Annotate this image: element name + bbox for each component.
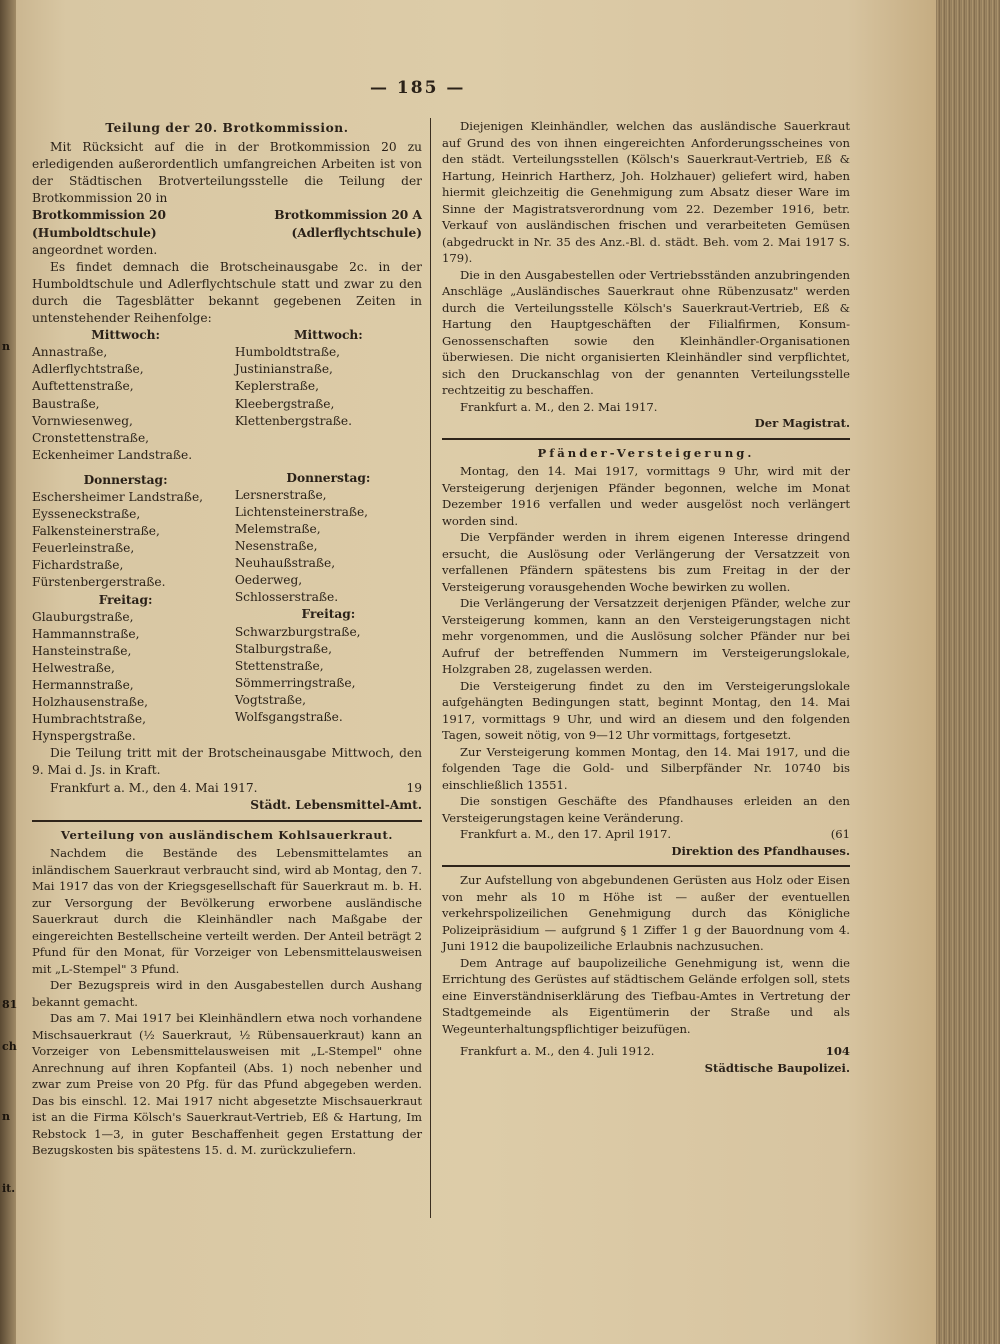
notice-paragraph: Die in den Ausgabestellen oder Vertriebsständen anzubringenden Anschläge „Ausländisches Sauerkraut ohne Rübenzusatz" werden durch die Verteilungsstelle Kölsch's Sauerkraut-Vertrieb, Eß & Hartung den Hauptgeschäften der Filialfirmen, Konsum-Genossenschaften sowie den Kleinhändler-Organisationen überwiesen. Die nicht organisierten Kleinhändler sind verpflichtet, sich den Druckanschlag von der genannten Verteilungsstelle rechtzeitig zu beschaffen. bbox=[442, 267, 850, 397]
street-name: Eschersheimer Landstraße, bbox=[32, 489, 204, 504]
street-name: Sömmerringstraße, bbox=[234, 675, 356, 690]
dateline bbox=[442, 826, 850, 843]
left-column bbox=[32, 118, 422, 1159]
day-heading: Donnerstag: bbox=[286, 470, 371, 485]
notice-paragraph: Das am 7. Mai 1917 bei Kleinhändlern etwa noch vorhandene Mischsauerkraut (½ Sauerkraut, ½ Rübensauerkraut) kann an Vorzeiger von Lebensmittelausweisen mit „L-Stempel" ohne Anrechnung auf ihren Kopfanteil (Abs. 1) noch nebenher und zwar zum Preise von 20 Pfg. für das Pfund abgegeben werden. Das bis einschl. 12. Mai 1917 nicht abgesetzte Mischsauerkraut ist an die Firma Kölsch's Sauerkraut-Vertrieb, Eß & Hartung, Im Rebstock 1—3, in guter Beschaffenheit gegen Erstattung der Bezugskosten bis spätestens 15. d. M. zurückzuliefern. bbox=[32, 1011, 422, 1158]
street-name: Lersnerstraße, bbox=[234, 487, 327, 502]
notice-paragraph: Montag, den 14. Mai 1917, vormittags 9 Uhr, wird mit der Versteigerung derjenigen Pfänder begonnen, welche im Monat Dezember 1916 verfallen und weder ausgelöst noch verlängert worden sind. bbox=[442, 464, 850, 528]
street-name: Cronstettenstraße, bbox=[32, 430, 150, 445]
left-margin-marks bbox=[0, 0, 16, 1344]
book-page-edges bbox=[936, 0, 1000, 1344]
street-name: Vornwiesenweg, bbox=[32, 413, 133, 428]
notice-signature: Der Magistrat. bbox=[754, 416, 850, 430]
street-name: Annastraße, bbox=[32, 345, 108, 360]
notice-paragraph: Die sonstigen Geschäfte des Pfandhauses erleiden an den Versteigerungstagen keine Veränderung. bbox=[442, 794, 850, 825]
street-name: Keplerstraße, bbox=[234, 379, 320, 394]
notice-signature: Städtische Baupolizei. bbox=[704, 1060, 850, 1075]
commission-left-school: (Humboldtschule) bbox=[32, 225, 157, 240]
street-name: Humbrachtstraße, bbox=[32, 712, 146, 727]
street-list bbox=[32, 344, 219, 464]
commission-left-name: Brotkommission 20 bbox=[32, 208, 167, 223]
street-name: Adlerflychtstraße, bbox=[32, 362, 144, 377]
notice-paragraph: Die Versteigerung findet zu den im Versteigerungslokale aufgehängten Bedingungen statt, beginnt Montag, den 14. Mai 1917, vormittags 9 Uhr, und wird an diesem und den folgenden Tagen, soweit nötig, von 9—12 Uhr vormittags, fortgesetzt. bbox=[442, 678, 850, 742]
street-name: Schwarzburgstraße, bbox=[234, 624, 361, 639]
section-rule bbox=[442, 438, 850, 440]
street-name: Wolfsgangstraße. bbox=[234, 710, 343, 724]
notice-paragraph: angeordnet worden. bbox=[32, 242, 158, 257]
dateline bbox=[442, 1043, 850, 1060]
pfaender-notice bbox=[442, 445, 850, 860]
street-name: Holzhausenstraße, bbox=[32, 695, 149, 710]
notice-date: Frankfurt a. M., den 4. Mai 1917. bbox=[50, 780, 258, 795]
day-heading: Mittwoch: bbox=[294, 328, 363, 343]
street-list bbox=[235, 487, 422, 607]
margin-mark: ch bbox=[2, 1040, 17, 1053]
notice-paragraph: Es findet demnach die Brotscheinausgabe 2c. in der Humboldtschule und Adlerflychtschule statt und zwar zu den durch die Tagesblätter bekannt gegebenen Zeiten in untenstehender Reihenfolge: bbox=[32, 259, 422, 326]
notice-paragraph: Die Verpfänder werden in ihrem eigenen Interesse dringend ersucht, die Auslösung oder Verlängerung der Versatzzeit von verfallenen Pfändern spätestens bis zum Freitag in der der Versteigerung vorausgehenden Woche bewirken zu wollen. bbox=[442, 530, 850, 594]
street-name: Auftettenstraße, bbox=[32, 379, 134, 394]
notice-signature: Städt. Lebensmittel-Amt. bbox=[250, 797, 422, 812]
notice-paragraph: Diejenigen Kleinhändler, welchen das ausländische Sauerkraut auf Grund des von ihnen eingereichten Anforderungsscheines von den städt. Verteilungsstellen (Kölsch's Sauerkraut-Vertrieb, Eß & Hartung, Heinrich Hartherz, Joh. Holzhauer) geliefert wird, haben hiermit gleichzeitig die Genehmigung zum Absatz dieser Ware im Sinne der Magistratsverordnung vom 22. Dezember 1916, betr. Verkauf von ausländischen frischen und verarbeiteten Gemüsen (abgedruckt in Nr. 35 des Anz.-Bl. d. städt. Beh. vom 2. Mai 1917 S. 179). bbox=[442, 119, 850, 265]
notice-date: Frankfurt a. M., den 4. Juli 1912. bbox=[460, 1044, 655, 1058]
margin-mark: n bbox=[2, 1110, 10, 1123]
right-column bbox=[442, 118, 850, 1076]
street-name: Helwestraße, bbox=[32, 660, 115, 675]
day-heading: Mittwoch: bbox=[91, 328, 160, 343]
street-name: Eckenheimer Landstraße. bbox=[32, 447, 193, 462]
notice-paragraph: Dem Antrage auf baupolizeiliche Genehmigung ist, wenn die Errichtung des Gerüstes auf städtischem Gelände erfolgen soll, stets eine Einverständniserklärung des Tiefbau-Amtes in Vertretung der Stadtgemeinde als Eigentümerin der Straße und als Wegeunterhaltungspflichtiger beizufügen. bbox=[442, 955, 850, 1036]
notice-paragraph: Mit Rücksicht auf die in der Brotkommission 20 zu erledigenden außerordentlich umfangreichen Arbeiten ist von der Städtischen Brotverteilungsstelle die Teilung der Brotkommission 20 in bbox=[32, 140, 422, 206]
street-name: Stalburgstraße, bbox=[234, 641, 332, 656]
street-name: Schlosserstraße. bbox=[234, 590, 339, 605]
day-heading: Freitag: bbox=[301, 607, 356, 622]
notice-paragraph: Zur Aufstellung von abgebundenen Gerüsten aus Holz oder Eisen von mehr als 10 m Höhe ist — außer der eventuellen verkehrspolizeilichen Genehmigung durch das Königliche Polizeipräsidium — aufgrund § 1 Ziffer 1 g der Bauordnung vom 4. Juni 1912 die baupolizeiliche Erlaubnis nachzusuchen. bbox=[442, 873, 850, 953]
street-name: Humboldtstraße, bbox=[234, 345, 341, 360]
notice-title: Pfänder-Versteigerung. bbox=[537, 445, 755, 460]
notice-number: 104 bbox=[825, 1044, 850, 1058]
commission-left bbox=[32, 207, 219, 241]
street-list bbox=[32, 489, 219, 592]
street-name: Falkensteinerstraße, bbox=[32, 524, 160, 539]
notice-date: Frankfurt a. M., den 2. Mai 1917. bbox=[460, 399, 658, 414]
schedule-left bbox=[32, 327, 219, 745]
notice-number: (61 bbox=[830, 827, 850, 841]
street-name: Neuhaußstraße, bbox=[234, 556, 336, 571]
street-list bbox=[235, 624, 422, 727]
geruest-notice bbox=[442, 872, 850, 1076]
schedule-right bbox=[235, 327, 422, 745]
street-name: Lichtensteinerstraße, bbox=[234, 504, 369, 519]
sauerkraut-notice bbox=[32, 827, 422, 1159]
notice-date: Frankfurt a. M., den 17. April 1917. bbox=[460, 827, 672, 841]
street-name: Nesenstraße, bbox=[234, 539, 318, 554]
street-name: Justinianstraße, bbox=[234, 362, 333, 377]
notice-signature: Direktion des Pfandhauses. bbox=[671, 843, 850, 858]
street-schedule bbox=[32, 327, 422, 745]
margin-mark: it. bbox=[2, 1182, 16, 1195]
notice-paragraph: Die Teilung tritt mit der Brotscheinausgabe Mittwoch, den 9. Mai d. Js. in Kraft. bbox=[32, 746, 422, 778]
teilung-notice bbox=[32, 120, 422, 814]
street-name: Stettenstraße, bbox=[234, 658, 324, 673]
page-number: — 185 — bbox=[370, 78, 466, 98]
margin-mark: 81 bbox=[2, 998, 18, 1011]
street-name: Melemstraße, bbox=[234, 521, 321, 536]
street-name: Hansteinstraße, bbox=[32, 643, 132, 658]
notice-title: Verteilung von ausländischem Kohlsauerkraut. bbox=[60, 827, 394, 842]
street-name: Oederweg, bbox=[234, 573, 303, 588]
day-heading: Donnerstag: bbox=[83, 472, 168, 487]
notice-title: Teilung der 20. Brotkommission. bbox=[105, 121, 349, 135]
margin-mark: n bbox=[2, 340, 10, 353]
street-name: Baustraße, bbox=[32, 396, 100, 411]
commission-right-name: Brotkommission 20 A bbox=[274, 208, 422, 223]
street-name: Fürstenbergerstraße. bbox=[32, 575, 166, 590]
dateline bbox=[32, 780, 422, 797]
street-name: Hynspergstraße. bbox=[32, 729, 136, 744]
commission-right-school: (Adlerflychtschule) bbox=[291, 225, 422, 240]
street-name: Hammannstraße, bbox=[32, 626, 140, 641]
section-rule bbox=[32, 820, 422, 822]
street-name: Glauburgstraße, bbox=[32, 609, 134, 624]
street-name: Vogtstraße, bbox=[234, 692, 307, 707]
street-name: Kleebergstraße, bbox=[234, 396, 335, 411]
street-list bbox=[235, 344, 422, 429]
day-heading: Freitag: bbox=[98, 592, 153, 607]
street-name: Eysseneckstraße, bbox=[32, 507, 141, 522]
sauerkraut-notice-continued bbox=[442, 118, 850, 432]
street-name: Feuerleinstraße, bbox=[32, 541, 135, 556]
commission-split bbox=[32, 207, 422, 241]
notice-number: 19 bbox=[406, 780, 422, 795]
commission-right bbox=[235, 207, 422, 241]
notice-paragraph: Die Verlängerung der Versatzzeit derjenigen Pfänder, welche zur Versteigerung kommen, kann an den Versteigerungstagen nicht mehr vorgenommen, und die Auslösung solcher Pfänder nur bei Aufruf der betreffenden Nummern im Versteigerungslokale, Holzgraben 28, zugelassen werden. bbox=[442, 596, 850, 676]
section-rule bbox=[442, 865, 850, 867]
street-name: Klettenbergstraße. bbox=[234, 413, 352, 428]
notice-paragraph: Nachdem die Bestände des Lebensmittelamtes an inländischem Sauerkraut verbraucht sind, wird ab Montag, den 7. Mai 1917 das von der Kriegsgesellschaft für Sauerkraut m. b. H. zur Versorgung der Bevölkerung erworbene ausländische Sauerkraut durch die Kleinhändler nach Maßgabe der eingereichten Bestellscheine verteilt werden. Der Anteil beträgt 2 Pfund für den Monat, für Vorzeiger von Lebensmittelausweisen mit „L-Stempel" 3 Pfund. bbox=[32, 846, 422, 976]
notice-paragraph: Zur Versteigerung kommen Montag, den 14. Mai 1917, und die folgenden Tage die Gold- und Silberpfänder Nr. 10740 bis einschließlich 13551. bbox=[442, 744, 850, 792]
street-name: Hermannstraße, bbox=[32, 678, 134, 692]
column-divider bbox=[430, 118, 431, 1218]
street-list bbox=[32, 609, 219, 746]
street-name: Fichardstraße, bbox=[32, 558, 124, 573]
notice-paragraph: Der Bezugspreis wird in den Ausgabestellen durch Aushang bekannt gemacht. bbox=[32, 978, 422, 1009]
